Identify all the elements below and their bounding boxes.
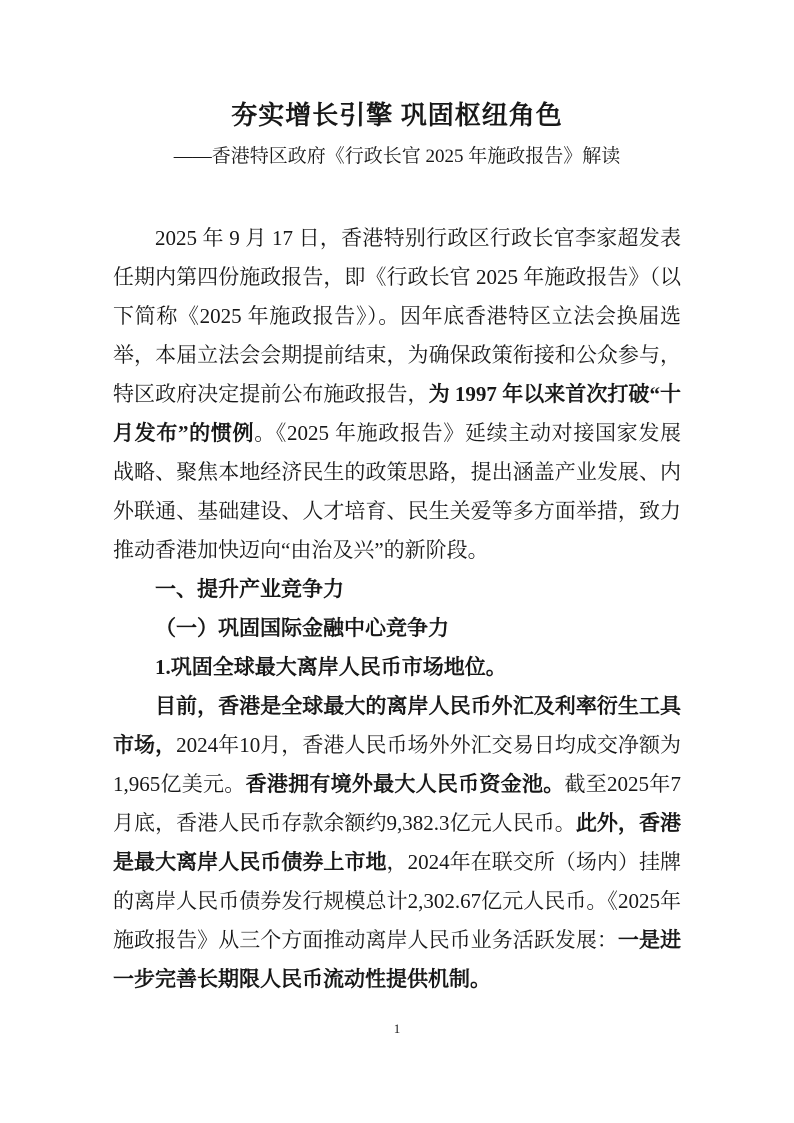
rmb-bold-segment-1: 目前，香港是全球最大的离岸人民币外汇及利率衍生工具市场，	[113, 694, 681, 757]
rmb-bold-segment-2: 香港拥有境外最大人民币资金池。	[245, 772, 565, 796]
paragraph-intro	[113, 219, 681, 570]
heading-subsection-1: （一）巩固国际金融中心竞争力	[155, 616, 449, 640]
intro-text-segment: 2025 年 9 月 17 日，香港特别行政区行政长官李家超发表任期内第四份施政报告，即《行政长官 2025 年施政报告》（以下简称《2025 年施政报告》）。因年底香港特区立法会换届选举，本届立法会会期提前结束，为确保政策衔接和公众参与，特区政府决定提前公布施政报告，	[113, 226, 681, 406]
document-title: 夯实增长引擎 巩固枢纽角色	[231, 101, 563, 130]
heading-section-1: 一、提升产业竞争力	[155, 578, 344, 601]
rmb-bold-segment-3: 此外，香港是最大离岸人民币债券上市地	[113, 811, 682, 874]
heading-point-1: 1.巩固全球最大离岸人民币市场地位。	[155, 655, 507, 679]
paragraph-rmb-market	[113, 687, 681, 999]
document-body	[113, 219, 681, 999]
rmb-text-segment-1: 2024年10月，香港人民币场外外汇交易日均成交净额为1,965亿美元。	[113, 733, 682, 796]
rmb-bold-segment-4: 一是进一步完善长期限人民币流动性提供机制。	[113, 928, 681, 991]
rmb-text-segment-3: ，2024年在联交所（场内）挂牌的离岸人民币债券发行规模总计2,302.67亿元人民币。《2025年施政报告》从三个方面推动离岸人民币业务活跃发展：	[113, 850, 682, 952]
document-subtitle: ——香港特区政府《行政长官 2025 年施政报告》解读	[173, 146, 621, 167]
rmb-text-segment-2: 截至2025年7月底，香港人民币存款余额约9,382.3亿元人民币。	[113, 772, 682, 835]
page-number: 1	[393, 1021, 401, 1036]
intro-bold-segment: 为 1997 年以来首次打破“十月发布”的惯例	[113, 382, 682, 445]
intro-text-segment-2: 。《2025 年施政报告》延续主动对接国家发展战略、聚焦本地经济民生的政策思路，提出涵盖产业发展、内外联通、基础建设、人才培育、民生关爱等多方面举措，致力推动香港加快迈向“由治及兴”的新阶段。	[113, 421, 682, 562]
